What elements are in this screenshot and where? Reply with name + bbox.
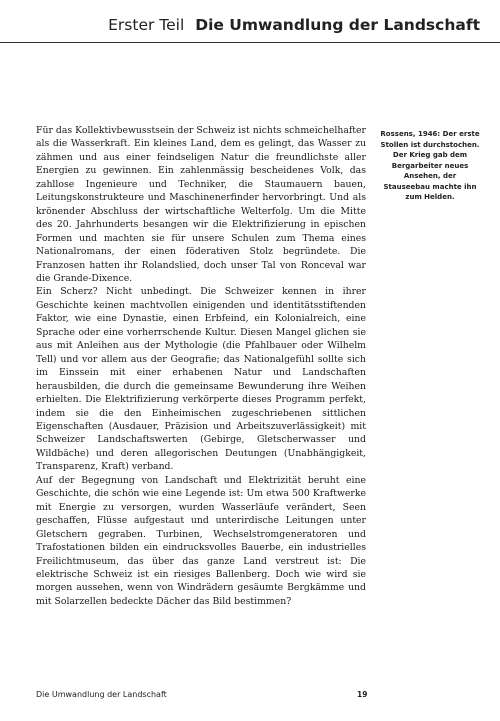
page-number: 19 — [357, 690, 368, 699]
paragraph-1: Für das Kollektivbewusstsein der Schweiz ist nichts schmeichelhafter als die Wasserkraft. Ein kleines Land, dem es gelingt, das Wasser zu zähmen und aus einer feindseligen Natur die freundlichste aller Energien zu gewinnen. Ein zahlenmässig bescheidenes Volk, das zahllose Ingenieure und Techniker, die Staumauern bauen, Leitungskonstrukteure und Maschinenerfinder hervorbringt. Und als krönender Abschluss der wirtschaftliche Welterfolg. Um die Mitte des 20. Jahrhunderts besangen wir die Elektrifizierung in epischen Formen und machten sie für unsere Schulen zum Thema eines Nationalromans, der einen föderativen Stolz begründete. Die Franzosen hatten ihr Rolandslied, doch unser Tal von Ronceval war die Grande-Dixence. — [36, 125, 366, 284]
paragraph-2: Ein Scherz? Nicht unbedingt. Die Schweizer kennen in ihrer Geschichte keinen machtvollen einigenden und identitätsstiftenden Faktor, wie eine Dynastie, einen Erbfeind, ein Kolonialreich, eine Sprache oder eine vorherrschende Kultur. Diesen Mangel glichen sie aus mit Anleihen aus der Mythologie (die Pfahlbauer oder Wilhelm Tell) und vor allem aus der Geografie; das Nationalgefühl sollte sich im Einssein mit einer erhabenen Natur und Landschaften herausbilden, die durch die gemeinsame Bewunderung ihre Weihen erhielten. Die Elektrifizierung verkörperte dieses Programm perfekt, indem sie die den Einheimischen zugeschriebenen sittlichen Eigenschaften (Ausdauer, Präzision und Arbeitszuverlässigkeit) mit Schweizer Landschaftswerten (Gebirge, Gletscherwasser und Wildbäche) und deren allegorischen Deutungen (Unabhängigkeit, Transparenz, Kraft) verband. — [36, 286, 366, 473]
header-rule — [0, 42, 500, 43]
running-header — [108, 16, 480, 34]
body-text — [36, 124, 366, 608]
footer-title: Die Umwandlung der Landschaft — [36, 690, 167, 699]
header-part-label: Erster Teil — [108, 16, 185, 34]
header-chapter-title: Die Umwandlung der Landschaft — [195, 16, 480, 34]
margin-caption: Rossens, 1946: Der erste Stollen ist durchstochen. Der Krieg gab dem Bergarbeiter neues Ansehen, der Stauseebau machte ihn zum Helden. — [380, 130, 480, 201]
paragraph-3: Auf der Begegnung von Landschaft und Elektrizität beruht eine Geschichte, die schön wie eine Legende ist: Um etwa 500 Kraftwerke mit Energie zu versorgen, wurden Wasserläufe verändert, Seen geschaffen, Flüsse aufgestaut und unterirdische Leitungen unter Gletschern gegraben. Turbinen, Wechselstromgeneratoren und Trafostationen bilden ein eindrucksvolles Bauerbe, ein industrielles Freilichtmuseum, das über das ganze Land verstreut ist: Die elektrische Schweiz ist ein riesiges Ballenberg. Doch wie wird sie morgen aussehen, wenn von Windrädern gesäumte Bergkämme und mit Solarzellen bedeckte Dächer das Bild bestimmen? — [36, 474, 366, 607]
